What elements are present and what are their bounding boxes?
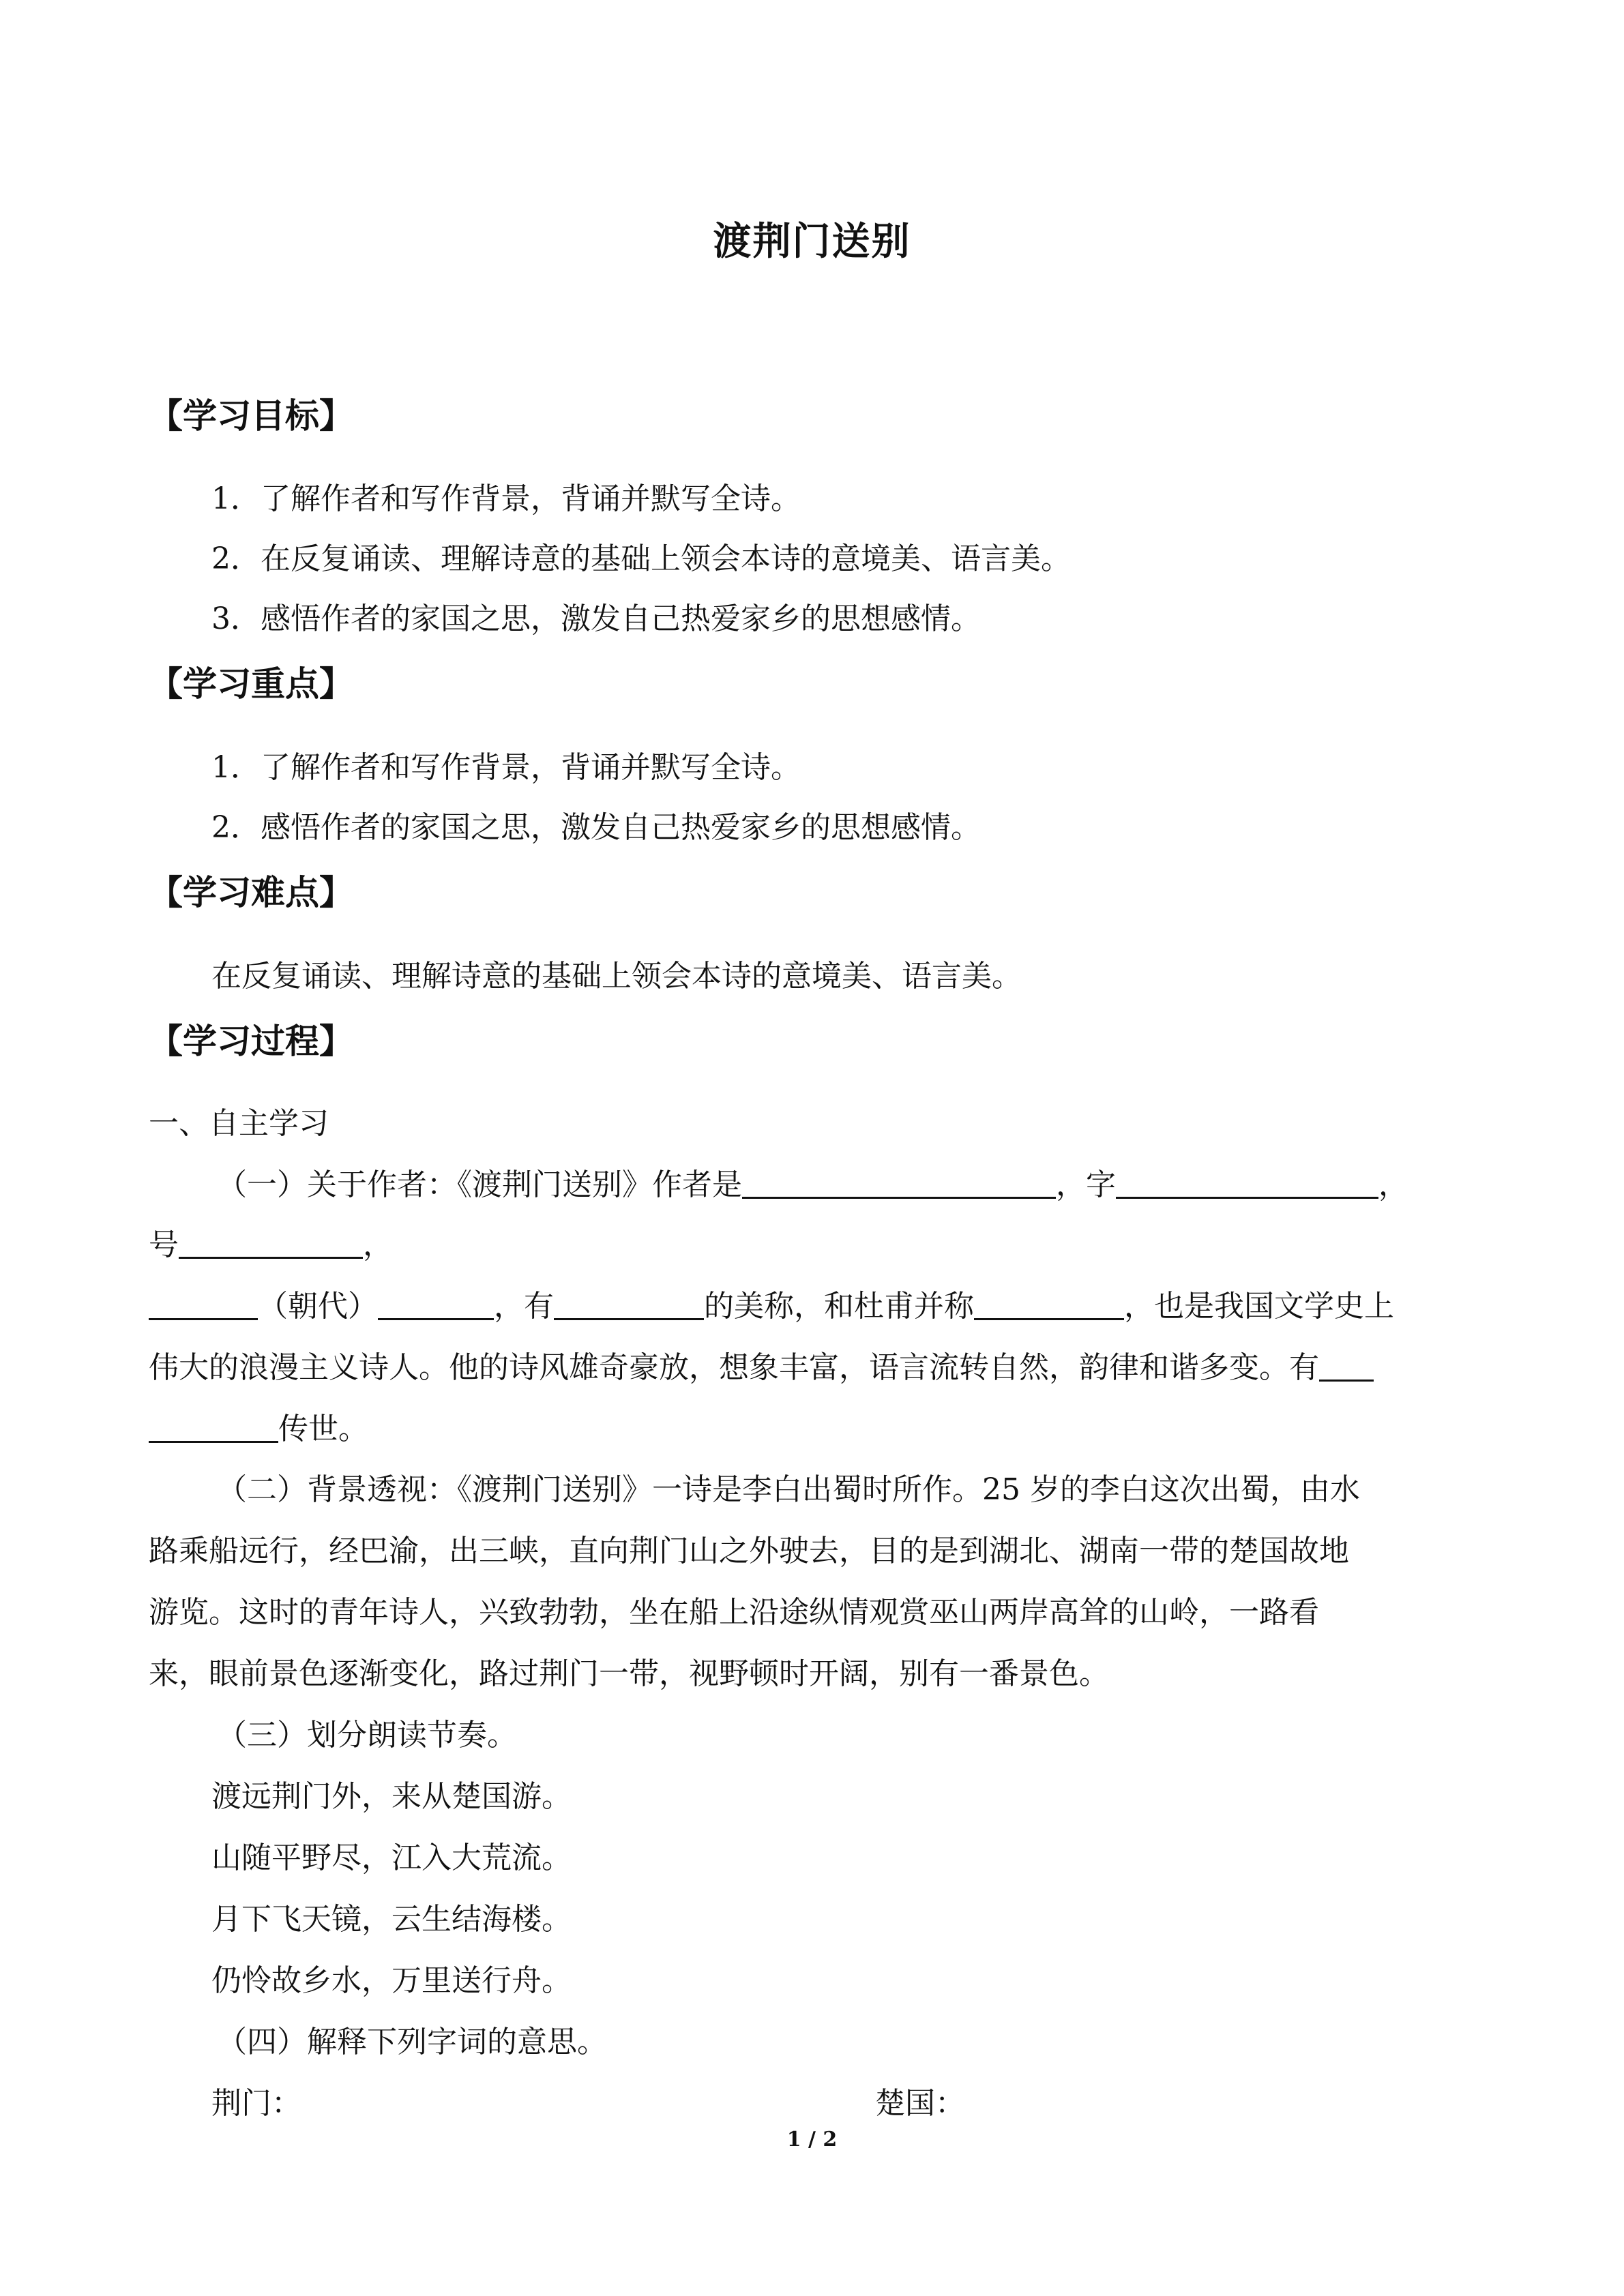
objectives-heading: 【学习目标】 — [149, 396, 353, 436]
blank-pen-name[interactable] — [179, 1229, 363, 1259]
poem-line: 月下飞天镜，云生结海楼。 — [211, 1902, 572, 1937]
blank-title[interactable] — [554, 1291, 704, 1320]
blank-dynasty-a[interactable] — [149, 1291, 258, 1320]
vocab-jingmen: 荆门： — [211, 2086, 301, 2121]
author-line-1: （一）关于作者：《渡荆门送别》作者是 ，字 ， — [217, 1167, 1408, 1202]
objective-item: 3．感悟作者的家国之思，激发自己热爱家乡的思想感情。 — [211, 601, 981, 636]
vocab-heading: （四）解释下列字词的意思。 — [217, 2025, 607, 2059]
rhythm-heading: （三）划分朗读节奏。 — [217, 1718, 517, 1753]
blank-paired-name[interactable] — [974, 1291, 1124, 1320]
author-line-5: 传世。 — [149, 1414, 368, 1444]
page-title: 渡荆门送别 — [713, 220, 911, 264]
objective-item: 2．在反复诵读、理解诗意的基础上领会本诗的意境美、语言美。 — [211, 541, 1071, 576]
key-point-item: 1．了解作者和写作背景，背诵并默写全诗。 — [211, 750, 801, 785]
difficulties-heading: 【学习难点】 — [149, 873, 353, 912]
background-line: （二）背景透视：《渡荆门送别》一诗是李白出蜀时所作。25 岁的李白这次出蜀，由水 — [217, 1472, 1360, 1507]
vocab-chuguo: 楚国： — [875, 2086, 965, 2121]
poem-line: 渡远荆门外，来从楚国游。 — [211, 1779, 572, 1814]
key-point-item: 2．感悟作者的家国之思，激发自己热爱家乡的思想感情。 — [211, 810, 981, 845]
page-number: 1 / 2 — [786, 2128, 838, 2151]
poem-line: 仍怜故乡水，万里送行舟。 — [211, 1963, 572, 1998]
blank-works-a[interactable] — [1319, 1352, 1374, 1382]
part1-heading: 一、自主学习 — [149, 1106, 329, 1141]
background-line: 路乘船远行，经巴渝，出三峡，直向荆门山之外驶去，目的是到湖北、湖南一带的楚国故地 — [149, 1534, 1349, 1568]
background-line: 游览。这时的青年诗人，兴致勃勃，坐在船上沿途纵情观赏巫山两岸高耸的山岭，一路看 — [149, 1595, 1319, 1630]
blank-dynasty-b[interactable] — [378, 1291, 494, 1320]
poem-line: 山随平野尽，江入大荒流。 — [211, 1840, 572, 1875]
blank-works-b[interactable] — [149, 1414, 278, 1443]
background-line: 来，眼前景色逐渐变化，路过荆门一带，视野顿时开阔，别有一番景色。 — [149, 1656, 1109, 1691]
objective-item: 1．了解作者和写作背景，背诵并默写全诗。 — [211, 481, 801, 516]
difficulty-text: 在反复诵读、理解诗意的基础上领会本诗的意境美、语言美。 — [211, 959, 1022, 994]
process-heading: 【学习过程】 — [149, 1022, 353, 1061]
blank-courtesy-name[interactable] — [1116, 1169, 1378, 1199]
author-line-3: （朝代） ，有 的美称，和杜甫并称 ，也是我国文学史上 — [149, 1291, 1394, 1322]
author-line-2: 号 ， — [149, 1227, 393, 1262]
key-points-heading: 【学习重点】 — [149, 664, 353, 704]
author-line-4: 伟大的浪漫主义诗人。他的诗风雄奇豪放，想象丰富，语言流转自然，韵律和谐多变。有 — [149, 1352, 1374, 1383]
blank-author[interactable] — [742, 1169, 1056, 1199]
